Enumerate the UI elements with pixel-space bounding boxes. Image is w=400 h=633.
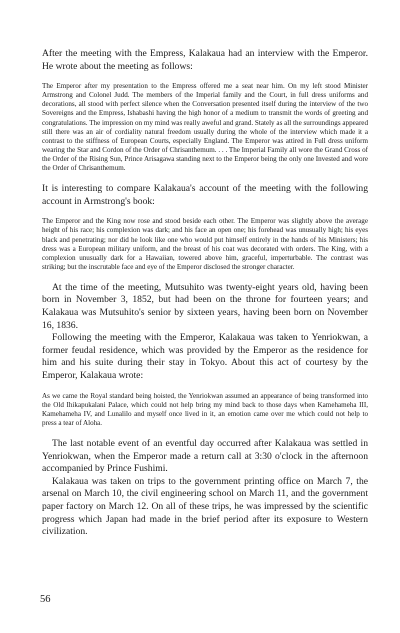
paragraph-return-call: The last notable event of an eventful day occurred after Kalakaua was settled in Yenriokwan, when the Emperor made a return call at 3:30 o'clock in the afternoon accompanied by Prince Fushimi.	[42, 438, 368, 475]
paragraph-yenriokwan: Following the meeting with the Emperor, Kalakaua was taken to Yenriokwan, a former feudal residence, which was provided by the Emperor as the residence for him and his suite during their stay in Tokyo. About this act of courtesy by the Emperor, Kalakaua wrote:	[42, 332, 368, 382]
paragraph-trips: Kalakaua was taken on trips to the government printing office on March 7, the arsenal on March 10, the civil engineering school on March 11, and the government paper factory on March 12. On all of these trips, he was impressed by the scientific progress which Japan had made in the brief period after its exposure to Western civilization.	[42, 475, 368, 538]
page-number: 56	[40, 594, 51, 605]
quote-armstrong-account: The Emperor and the King now rose and stood beside each other. The Emperor was slightly above the average height of his race; his complexion was dark; and his face an open one; his forehead was unusually high; his eyes black and penetrating; nor did he look like one who would put himself entirely in the hands of his Ministers; his dress was a European military uniform, and the breast of his coat was decorated with orders. The King, with a complexion unusually dark for a Hawaiian, towered above him, graceful, imperturbable. The contrast was striking; but the inscrutable face and eye of the Emperor disclosed the stronger character.	[42, 217, 368, 271]
paragraph-intro-emperor: After the meeting with the Empress, Kalakaua had an interview with the Emperor. He wrote about the meeting as follows:	[42, 48, 368, 72]
page-body	[42, 48, 368, 539]
quote-royal-standard: As we came the Royal standard being hoisted, the Yenriokwan assumed an appearance of being transformed into the Old Ihikapukalani Palace, which could not help bring my mind back to those days when Kamehameha III, Kamehameha IV, and Lunalilo and myself once lived in it, an emotion came over me which could not help to press a tear of Aloha.	[42, 391, 368, 427]
quote-kalakaua-account: The Emperor after my presentation to the Empress offered me a seat near him. On my left stood Minister Armstrong and Colonel Judd. The members of the Imperial family and the Court, in full dress uniforms and decorations, all stood with perfect silence when the Conversation presented itself during the interview of the two Sovereigns and the Empress, Ishabashi having the high honor of a medium to transmit the words of greeting and congratulations. The impression on my mind was really aweful and grand. Stately as all the surroundings appeared still there was an air of cordiality natural freedom usually during the whole of the interview which made it a contrast to the stiffness of European Courts, especially England. The Emperor was attired in Full dress uniform wearing the Star and Cordon of the Order of Chrisanthemum. . . . The Imperial Family all wore the Grand Cross of the Order of the Rising Sun, Prince Arisagawa standing next to the Emperor being the only one Invested and wore the Order of Chrisanthemum.	[42, 82, 368, 173]
paragraph-ages: At the time of the meeting, Mutsuhito was twenty-eight years old, having been born in November 3, 1852, but had been on the throne for fourteen years; and Kalakaua was Mutsuhito's senior by sixteen years, having been born on November 16, 1836.	[42, 281, 368, 331]
paragraph-compare-accounts: It is interesting to compare Kalakaua's account of the meeting with the following account in Armstrong's book:	[42, 183, 368, 207]
